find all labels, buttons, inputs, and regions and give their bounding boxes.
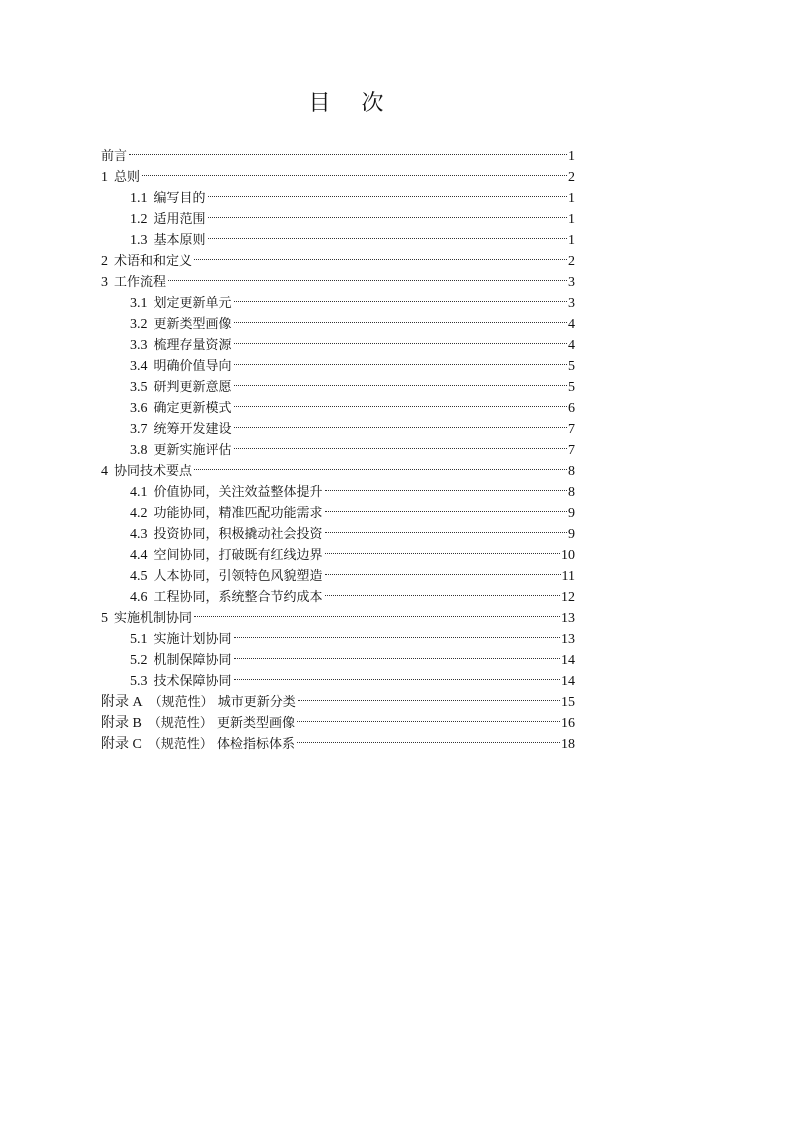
toc-entry-title: 实施计划协同	[153, 632, 232, 647]
toc-entry-label	[130, 482, 323, 503]
toc-entry-number: 4.1	[130, 485, 148, 500]
toc-entry-number: 4.3	[130, 527, 148, 542]
toc-entry-label	[130, 398, 232, 419]
toc-entry-title: 技术保障协同	[153, 674, 232, 689]
toc-entry-label	[101, 692, 296, 713]
toc-entry-number: 3.6	[130, 401, 148, 416]
toc-entry-page: 2	[568, 254, 575, 269]
toc-entry-label	[130, 671, 232, 692]
toc-entry-page: 1	[568, 191, 575, 206]
dot-leader	[234, 370, 567, 391]
toc-entry-title: 术语和和定义	[114, 254, 193, 269]
toc-entry-page: 1	[568, 149, 575, 164]
dot-leader	[234, 328, 567, 349]
toc-entry-3-1[interactable]	[101, 286, 575, 311]
toc-entry-3[interactable]	[101, 265, 575, 290]
toc-entry-page: 12	[561, 590, 575, 605]
dot-leader	[234, 412, 567, 433]
toc-entry-title: 划定更新单元	[153, 296, 232, 311]
toc-entry-label	[130, 566, 323, 587]
toc-entry-title: 功能协同，精准匹配功能需求	[153, 506, 323, 521]
toc-entry-number: 3.7	[130, 422, 148, 437]
toc-entry-label	[130, 356, 232, 377]
dot-leader	[234, 622, 560, 643]
dot-leader	[234, 391, 567, 412]
dot-leader	[325, 496, 567, 517]
toc-entry-number: 1	[101, 170, 108, 185]
toc-entry-title: 研判更新意愿	[153, 380, 232, 395]
toc-entry-number: 5.1	[130, 632, 148, 647]
toc-entry-number: 5	[101, 611, 108, 626]
toc-entry-label	[130, 314, 232, 335]
toc-entry-title: 人本协同，引领特色风貌塑造	[153, 569, 323, 584]
toc-entry-title: 编写目的	[153, 191, 206, 206]
dot-leader	[142, 160, 567, 181]
dot-leader	[208, 181, 567, 202]
dot-leader	[234, 643, 560, 664]
dot-leader	[325, 475, 567, 496]
toc-entry-page: 5	[568, 380, 575, 395]
toc-entry-label	[101, 734, 295, 755]
dot-leader	[208, 202, 567, 223]
toc-entry-number: 5.2	[130, 653, 148, 668]
dot-leader	[325, 580, 560, 601]
toc-entry-label	[130, 629, 232, 650]
dot-leader	[234, 307, 567, 328]
toc-entry-label	[130, 293, 232, 314]
toc-entry-label	[130, 188, 206, 209]
toc-entry-page: 7	[568, 443, 575, 458]
toc-entry-page: 11	[561, 569, 575, 584]
toc-entry-page: 16	[561, 716, 575, 731]
toc-entry-label	[101, 461, 192, 482]
toc-entry-page: 9	[568, 527, 575, 542]
toc-entry-1[interactable]	[101, 160, 575, 185]
toc-entry-label	[130, 335, 232, 356]
toc-entry-title: 机制保障协同	[153, 653, 232, 668]
toc-entry-title: 适用范围	[153, 212, 206, 227]
toc-entry-title: 工作流程	[114, 275, 167, 290]
dot-leader	[194, 244, 567, 265]
toc-entry-page: 3	[568, 296, 575, 311]
toc-entry-title: 实施机制协同	[114, 611, 193, 626]
dot-leader	[234, 349, 567, 370]
toc-entry-number: 附录 A	[101, 695, 143, 710]
toc-entry-number: 4.5	[130, 569, 148, 584]
toc-entry-number: 附录 B	[101, 716, 142, 731]
toc-entry-label	[101, 608, 192, 629]
dot-leader	[234, 433, 567, 454]
toc-entry-page: 6	[568, 401, 575, 416]
toc-entry-number: 4.6	[130, 590, 148, 605]
toc-entry-title: 前言	[101, 149, 128, 164]
toc-entry-title: 工程协同，系统整合节约成本	[153, 590, 323, 605]
toc-entry-number: 3	[101, 275, 108, 290]
toc-entry-number: 1.1	[130, 191, 148, 206]
toc-entry-number: 5.3	[130, 674, 148, 689]
dot-leader	[325, 559, 561, 580]
toc-entry-title: 价值协同，关注效益整体提升	[153, 485, 323, 500]
dot-leader	[325, 517, 567, 538]
toc-entry-page: 15	[561, 695, 575, 710]
toc-entry-page: 4	[568, 317, 575, 332]
toc-entry-title: （规范性） 体检指标体系	[147, 737, 295, 752]
toc-entry-number: 3.4	[130, 359, 148, 374]
toc-entry-number: 2	[101, 254, 108, 269]
toc-entry-number: 1.2	[130, 212, 148, 227]
toc-entry-title: 明确价值导向	[153, 359, 232, 374]
toc-entry-page: 3	[568, 275, 575, 290]
toc-entry-label	[101, 146, 127, 167]
toc-entry-page: 10	[561, 548, 575, 563]
toc-entry-label	[130, 419, 232, 440]
dot-leader	[298, 685, 560, 706]
toc-entry-title: 协同技术要点	[114, 464, 193, 479]
dot-leader	[297, 706, 560, 727]
toc-entry-number: 附录 C	[101, 737, 142, 752]
toc-entry-label	[101, 272, 166, 293]
toc-entry-label	[130, 545, 323, 566]
table-of-contents	[101, 139, 575, 752]
toc-entry-page: 9	[568, 506, 575, 521]
toc-entry-page: 7	[568, 422, 575, 437]
toc-entry-number: 4.2	[130, 506, 148, 521]
toc-entry-title: 总则	[114, 170, 141, 185]
dot-leader	[168, 265, 567, 286]
toc-entry-page: 8	[568, 485, 575, 500]
toc-entry-label	[130, 524, 323, 545]
toc-entry-page: 5	[568, 359, 575, 374]
dot-leader	[234, 664, 560, 685]
toc-entry-number: 4	[101, 464, 108, 479]
toc-entry-label	[130, 209, 206, 230]
toc-entry-label	[130, 650, 232, 671]
page-title: 目 次	[308, 91, 396, 116]
toc-entry-page: 13	[561, 611, 575, 626]
toc-entry-number: 3.1	[130, 296, 148, 311]
toc-entry-page: 14	[561, 653, 575, 668]
toc-entry-page: 18	[561, 737, 575, 752]
dot-leader	[194, 454, 567, 475]
toc-entry-page: 4	[568, 338, 575, 353]
toc-entry-number: 3.8	[130, 443, 148, 458]
toc-entry-number: 1.3	[130, 233, 148, 248]
toc-entry-1-1[interactable]	[101, 181, 575, 206]
toc-entry-number: 3.2	[130, 317, 148, 332]
toc-entry-title: 统筹开发建设	[153, 422, 232, 437]
toc-entry-page: 8	[568, 464, 575, 479]
toc-entry-title: 投资协同，积极撬动社会投资	[153, 527, 323, 542]
dot-leader	[129, 139, 567, 160]
dot-leader	[208, 223, 567, 244]
toc-entry-number: 4.4	[130, 548, 148, 563]
toc-entry-title: 梳理存量资源	[153, 338, 232, 353]
toc-entry-title: 基本原则	[153, 233, 206, 248]
toc-entry-title: （规范性） 更新类型画像	[147, 716, 295, 731]
toc-entry-title: 更新实施评估	[153, 443, 232, 458]
toc-entry-label	[101, 713, 295, 734]
toc-entry-foreword[interactable]	[101, 139, 575, 164]
toc-entry-title: 更新类型画像	[153, 317, 232, 332]
toc-entry-number: 3.5	[130, 380, 148, 395]
toc-entry-title: 确定更新模式	[153, 401, 232, 416]
toc-entry-page: 1	[568, 212, 575, 227]
dot-leader	[297, 727, 560, 748]
dot-leader	[194, 601, 560, 622]
toc-entry-page: 2	[568, 170, 575, 185]
toc-entry-label	[101, 167, 140, 188]
dot-leader	[234, 286, 567, 307]
toc-entry-page: 14	[561, 674, 575, 689]
toc-entry-label	[130, 377, 232, 398]
toc-entry-page: 1	[568, 233, 575, 248]
toc-entry-page: 13	[561, 632, 575, 647]
toc-entry-title: （规范性） 城市更新分类	[148, 695, 296, 710]
toc-entry-label	[130, 503, 323, 524]
toc-entry-number: 3.3	[130, 338, 148, 353]
dot-leader	[325, 538, 560, 559]
toc-entry-title: 空间协同，打破既有红线边界	[153, 548, 323, 563]
